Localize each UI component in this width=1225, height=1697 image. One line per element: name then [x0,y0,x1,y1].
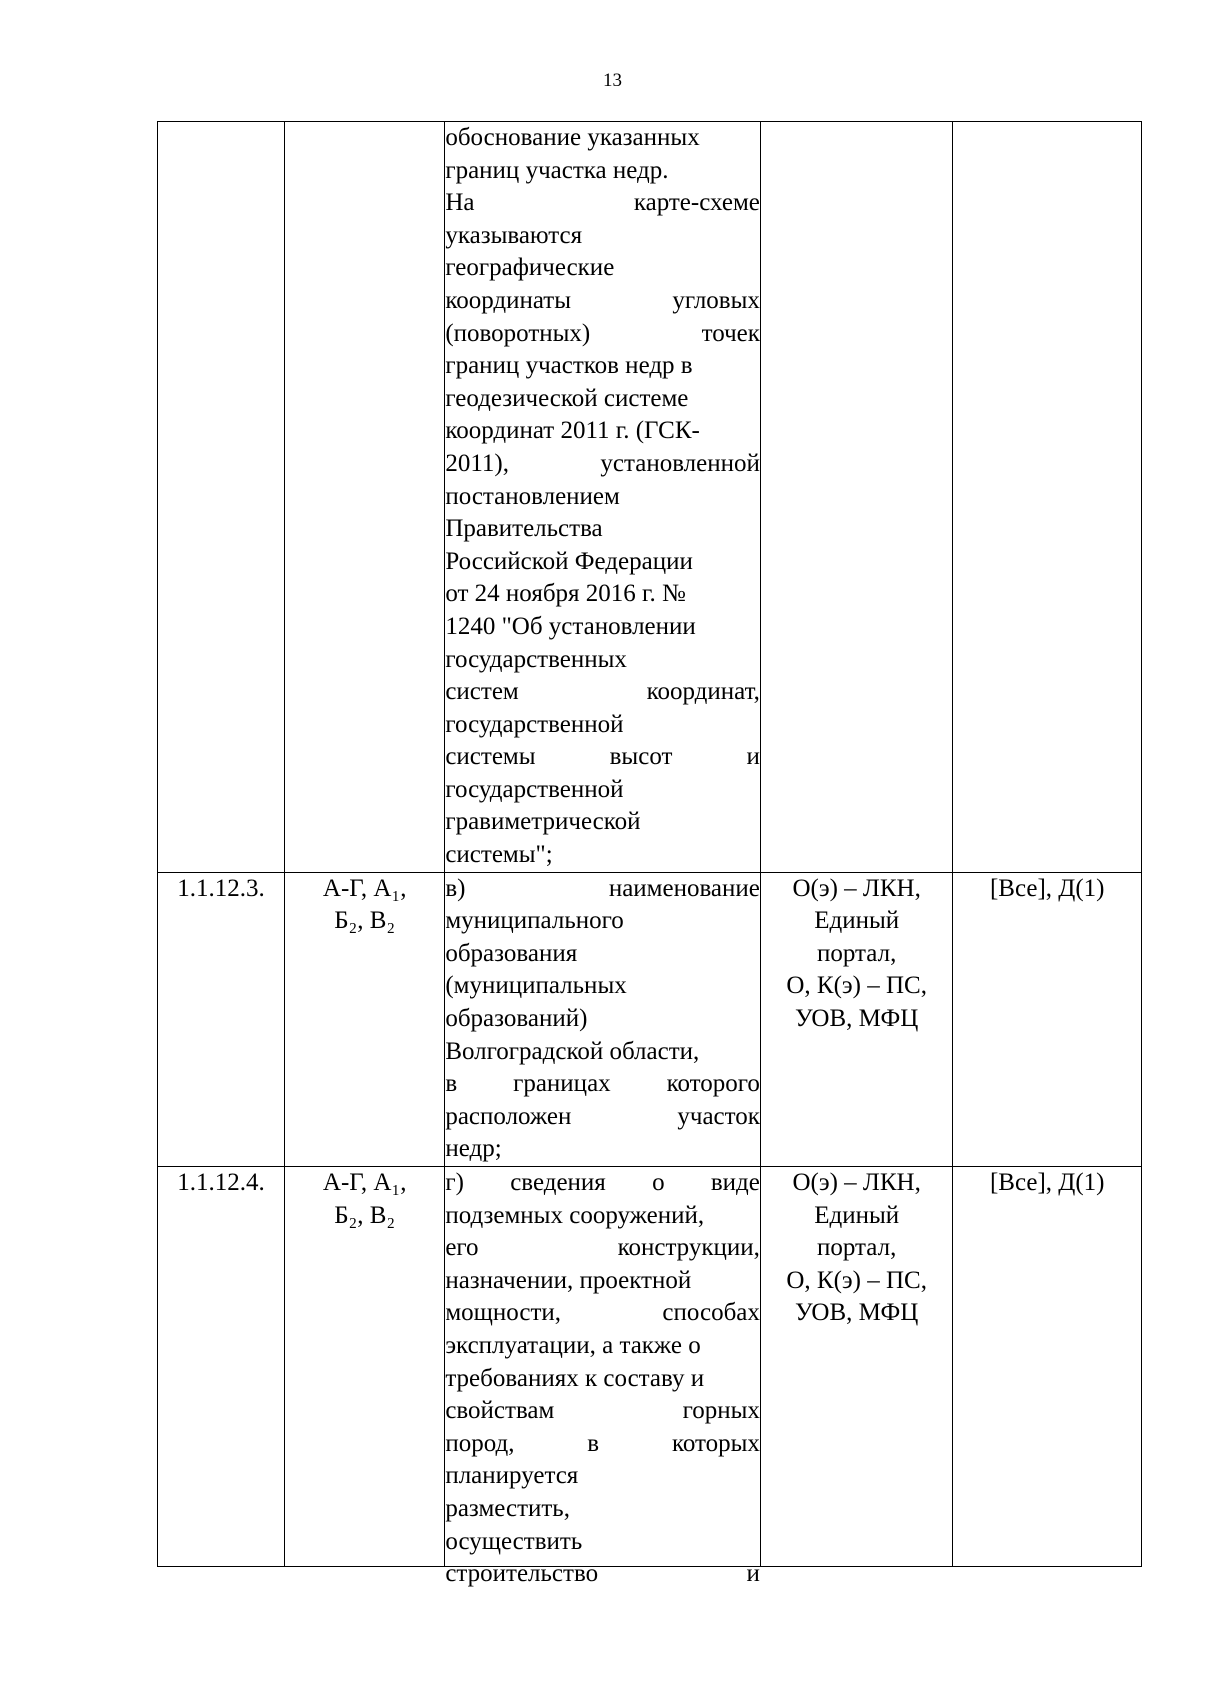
description-line: государственных [445,645,627,673]
description-word: о [652,1169,665,1196]
categories-line: А-Г, А₁, [322,1169,407,1196]
description-word: систем [445,678,519,706]
description-line: (муниципальных [445,972,627,1000]
cell-channels [760,872,953,1166]
description-line: требованиях к составу и [445,1364,705,1392]
channel-line: портал, [817,939,897,967]
description-word: На [445,189,475,217]
description-line [445,1167,760,1200]
cell-result: [Все], Д(1) [953,872,1142,1166]
description-word: строительство [445,1560,599,1588]
description-line: Правительства [445,515,603,543]
cell-item-number: 1.1.12.3. [158,872,285,1166]
description-line: Волгоградской области, [445,1037,700,1065]
description-word: наименование [608,874,760,902]
description-line: образования [445,939,578,967]
description-word: высот [609,743,673,771]
description-line [445,285,760,318]
description-word: пород, [445,1429,515,1457]
description-line: границ участка недр. [445,156,669,184]
description-line: муниципального [445,907,624,935]
cell-result: [Все], Д(1) [953,1167,1142,1567]
description-word: расположен [445,1102,572,1130]
channel-line: портал, [817,1234,897,1262]
cell-description [445,1167,761,1588]
description-line [445,1232,760,1265]
description-line: геодезической системе [445,384,689,412]
channel-line: Единый [814,907,900,935]
description-line: разместить, [445,1494,570,1522]
description-word: свойствам [445,1397,555,1425]
description-line: гравиметрической [445,808,641,836]
description-line: границ участков недр в [445,352,693,380]
cell-categories [285,122,445,873]
description-line [445,1428,760,1461]
description-line [445,676,760,709]
description-word: конструкции, [617,1234,760,1262]
description-line [445,187,760,220]
description-line [445,1395,760,1428]
channel-line: О, К(э) – ПС, [786,1266,927,1294]
description-word: границах [513,1070,611,1098]
description-word: г) [445,1169,464,1196]
description-word: системы [445,743,536,771]
channel-line: О(э) – ЛКН, [792,874,921,902]
page-number: 13 [603,70,622,91]
channel-line: УОВ, МФЦ [794,1005,919,1033]
description-word: способах [662,1299,760,1327]
description-word: которых [671,1429,760,1457]
description-word: точек [701,319,760,347]
description-line [445,741,760,774]
description-word: которого [666,1070,760,1098]
cell-channels [760,122,953,873]
categories-line: Б₂, В₂ [334,1201,396,1229]
description-line: обоснование указанных [445,124,700,151]
description-line: от 24 ноября 2016 г. № [445,580,686,608]
description-word: в [587,1429,600,1457]
description-line [445,873,760,906]
description-word: его [445,1234,479,1262]
description-line [445,1297,760,1330]
channel-line: Единый [814,1201,900,1229]
description-line [445,448,760,481]
description-word: угловых [672,286,760,314]
channel-line: УОВ, МФЦ [794,1299,919,1327]
description-line: государственной [445,710,624,738]
description-word: горных [682,1397,760,1425]
description-line: осуществить [445,1527,583,1555]
description-word: координаты [445,286,572,314]
cell-item-number: 1.1.12.4. [158,1167,285,1567]
channel-line: О(э) – ЛКН, [792,1169,921,1196]
description-line: Российской Федерации [445,547,693,575]
description-line: географические [445,254,615,282]
cell-item-number [158,122,285,873]
categories-line: Б₂, В₂ [334,907,396,935]
description-line: 1240 "Об установлении [445,612,696,640]
description-line: эксплуатации, а также о [445,1331,701,1359]
description-word: сведения [510,1169,606,1196]
table-row [158,122,1142,873]
description-line: постановлением [445,482,620,510]
description-line: координат 2011 г. (ГСК- [445,417,700,445]
cell-categories [285,872,445,1166]
description-word: участок [677,1102,760,1130]
description-line: недр; [445,1135,502,1163]
services-table [157,121,1142,1588]
description-line: образований) [445,1005,588,1033]
description-word: и [746,743,760,771]
cell-description [445,122,761,873]
description-word: 2011), [445,449,509,477]
description-line [445,318,760,351]
description-line: государственной [445,775,624,803]
description-word: установленной [600,449,760,477]
channel-line: О, К(э) – ПС, [786,972,927,1000]
description-word: в [445,1070,458,1098]
description-word: и [746,1560,760,1588]
description-line [445,1558,760,1591]
categories-line: А-Г, А₁, [322,874,407,902]
cell-description [445,872,761,1166]
cell-result [953,122,1142,873]
description-line: подземных сооружений, [445,1201,705,1229]
description-line: назначении, проектной [445,1266,692,1294]
description-line: планируется [445,1462,579,1490]
description-word: виде [710,1169,760,1196]
description-word: в) [445,874,466,902]
description-line: указываются [445,221,583,249]
cell-channels [760,1167,953,1567]
description-line: системы"; [445,841,553,869]
description-word: (поворотных) [445,319,591,347]
table-row [158,872,1142,1166]
description-word: карте-схеме [633,189,760,217]
description-line [445,1068,760,1101]
cell-categories [285,1167,445,1567]
description-line [445,1101,760,1134]
description-word: координат, [646,678,760,706]
description-word: мощности, [445,1299,562,1327]
table-row [158,1167,1142,1567]
